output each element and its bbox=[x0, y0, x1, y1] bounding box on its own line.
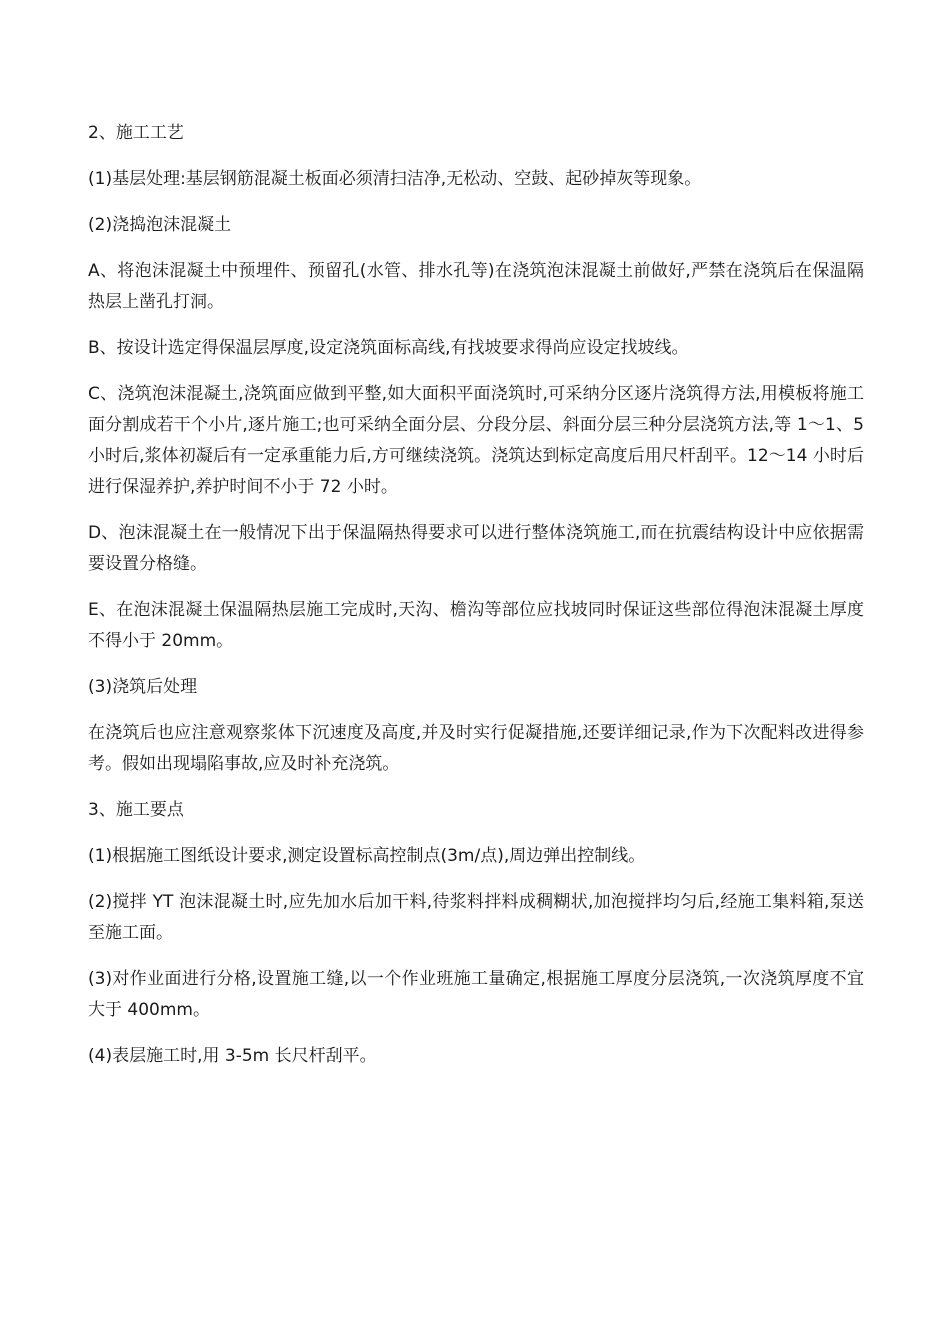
paragraph-item-c: C、浇筑泡沫混凝土,浇筑面应做到平整,如大面积平面浇筑时,可采纳分区逐片浇筑得方法,用模板将施工面分割成若干个小片,逐片施工;也可采纳全面分层、分段分层、斜面分层三种分层浇筑方法,等 1～1、5 小时后,浆体初凝后有一定承重能力后,方可继续浇筑。浇筑达到标定高度后用尺杆刮平。12～14 小时后进行保湿养护,养护时间不小于 72 小时。 bbox=[88, 384, 864, 497]
paragraph-item-b: B、按设计选定得保温层厚度,设定浇筑面标高线,有找坡要求得尚应设定找坡线。 bbox=[88, 338, 689, 358]
paragraph-post-treatment: 在浇筑后也应注意观察浆体下沉速度及高度,并及时实行促凝措施,还要详细记录,作为下次配料改进得参考。假如出现塌陷事故,应及时补充浇筑。 bbox=[88, 723, 864, 774]
section-heading-key-points: 3、施工要点 bbox=[88, 800, 184, 820]
paragraph-point-3: (3)对作业面进行分格,设置施工缝,以一个作业班施工量确定,根据施工厚度分层浇筑,一次浇筑厚度不宜大于 400mm。 bbox=[88, 969, 864, 1020]
paragraph-item-e: E、在泡沫混凝土保温隔热层施工完成时,天沟、檐沟等部位应找坡同时保证这些部位得泡沫混凝土厚度不得小于 20mm。 bbox=[88, 600, 864, 651]
paragraph-base-treatment: (1)基层处理:基层钢筋混凝土板面必须清扫洁净,无松动、空鼓、起砂掉灰等现象。 bbox=[88, 169, 702, 189]
paragraph-item-d: D、泡沫混凝土在一般情况下出于保温隔热得要求可以进行整体浇筑施工,而在抗震结构设计中应依据需要设置分格缝。 bbox=[88, 523, 864, 574]
subheading-post-treatment: (3)浇筑后处理 bbox=[88, 677, 198, 697]
paragraph-point-4: (4)表层施工时,用 3-5m 长尺杆刮平。 bbox=[88, 1046, 377, 1066]
paragraph-item-a: A、将泡沫混凝土中预埋件、预留孔(水管、排水孔等)在浇筑泡沫混凝土前做好,严禁在浇筑后在保温隔热层上凿孔打洞。 bbox=[88, 261, 864, 312]
subheading-pouring: (2)浇捣泡沫混凝土 bbox=[88, 215, 232, 235]
paragraph-point-2: (2)搅拌 YT 泡沫混凝土时,应先加水后加干料,待浆料拌料成稠糊状,加泡搅拌均匀后,经施工集料箱,泵送至施工面。 bbox=[88, 892, 864, 943]
paragraph-point-1: (1)根据施工图纸设计要求,测定设置标高控制点(3m/点),周边弹出控制线。 bbox=[88, 846, 646, 866]
document-body bbox=[88, 118, 864, 1087]
section-heading-process: 2、施工工艺 bbox=[88, 123, 184, 143]
